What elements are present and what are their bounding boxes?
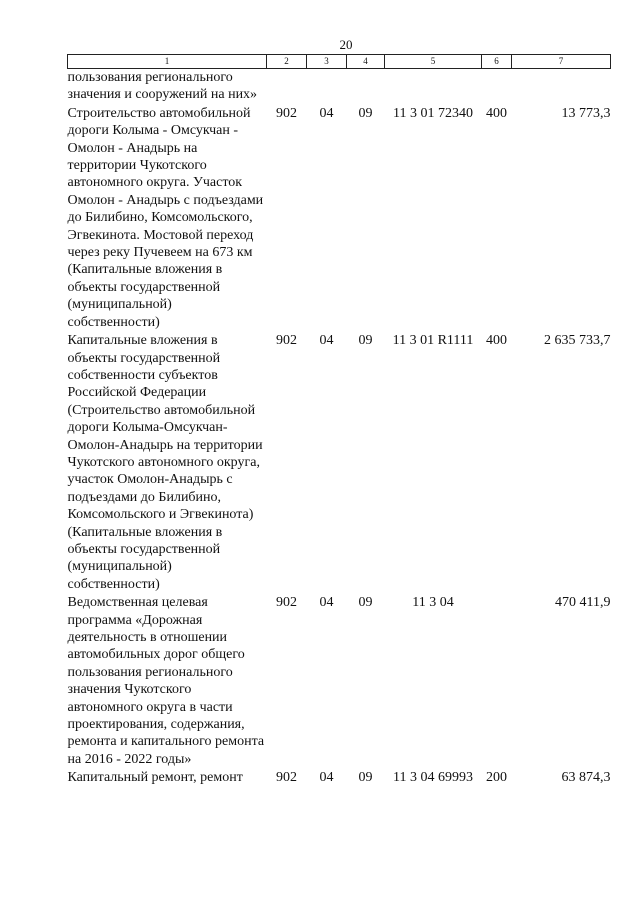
- table-row: [68, 105, 611, 332]
- row-subsection-code: 09: [358, 770, 373, 786]
- row-name: Капитальные вложения в объекты государственной собственности субъектов Российской Федерации (Строительство автомобильной дороги Колыма-Омсукчан-Омолон-Анадырь на территории Чукотского автономного округа, участок Омолон-Анадырь с подъездами до Билибино, Комсомольского и Эгвекинота) (Капитальные вложения в объекты государственной (муниципальной) собственности): [67, 333, 263, 592]
- row-target-article: [385, 69, 482, 105]
- budget-table: [67, 54, 611, 788]
- column-number-row: [68, 55, 611, 69]
- row-expense-type: [482, 594, 512, 769]
- row-subsection-code: 09: [358, 333, 373, 349]
- row-expense-type: [482, 69, 512, 105]
- row-name: Строительство автомобильной дороги Колыма - Омсукчан - Омолон - Анадырь на территории Чукотского автономного округа. Участок Омолон - Анадырь с подъездами до Билибино, Комсомольского, Эгвекинота. Мостовой переход через реку Пучевеем на 673 км (Капитальные вложения в объекты государственной (муниципальной) собственности): [67, 105, 264, 330]
- row-ministry-code: 902: [276, 770, 297, 786]
- row-target-article: 11 3 01 R1111: [392, 333, 474, 349]
- column-number: 6: [482, 55, 512, 69]
- row-amount: 13 773,3: [561, 105, 611, 121]
- row-target-article: 11 3 01 72340: [393, 105, 473, 121]
- page-number: 20: [339, 37, 353, 52]
- row-expense-type: 400: [486, 333, 507, 349]
- column-number: 2: [267, 55, 307, 69]
- column-number: 3: [307, 55, 347, 69]
- row-section-code: 04: [319, 770, 334, 786]
- column-number: 5: [385, 55, 482, 69]
- row-ministry-code: 902: [276, 595, 297, 611]
- row-subsection-code: [347, 69, 385, 105]
- row-amount: 2 635 733,7: [544, 333, 611, 349]
- column-number: 7: [512, 55, 611, 69]
- row-ministry-code: 902: [276, 333, 297, 349]
- row-expense-type: 200: [486, 770, 507, 786]
- row-ministry-code: [267, 69, 307, 105]
- row-ministry-code: 902: [276, 105, 297, 121]
- row-section-code: 04: [319, 105, 334, 121]
- table-row: [68, 69, 611, 105]
- row-subsection-code: 09: [358, 105, 373, 121]
- table-row: [68, 594, 611, 769]
- row-name: пользования регионального значения и сооружений на них»: [67, 70, 258, 103]
- row-amount: 470 411,9: [555, 595, 611, 611]
- table-row: [68, 332, 611, 594]
- row-amount: [512, 69, 611, 105]
- row-target-article: 11 3 04: [412, 595, 454, 611]
- row-expense-type: 400: [486, 105, 507, 121]
- table-row: [68, 769, 611, 787]
- row-section-code: 04: [319, 333, 334, 349]
- row-target-article: 11 3 04 69993: [393, 770, 473, 786]
- row-subsection-code: 09: [358, 595, 373, 611]
- column-number: 4: [347, 55, 385, 69]
- row-name: Капитальный ремонт, ремонт: [67, 770, 243, 786]
- row-section-code: [307, 69, 347, 105]
- row-section-code: 04: [319, 595, 334, 611]
- row-amount: 63 874,3: [561, 770, 611, 786]
- column-number: 1: [68, 55, 267, 69]
- row-name: Ведомственная целевая программа «Дорожная деятельность в отношении автомобильных дорог общего пользования регионального значения Чукотского автономного округа в части проектирования, содержания, ремонта и капитального ремонта на 2016 - 2022 годы»: [67, 595, 265, 767]
